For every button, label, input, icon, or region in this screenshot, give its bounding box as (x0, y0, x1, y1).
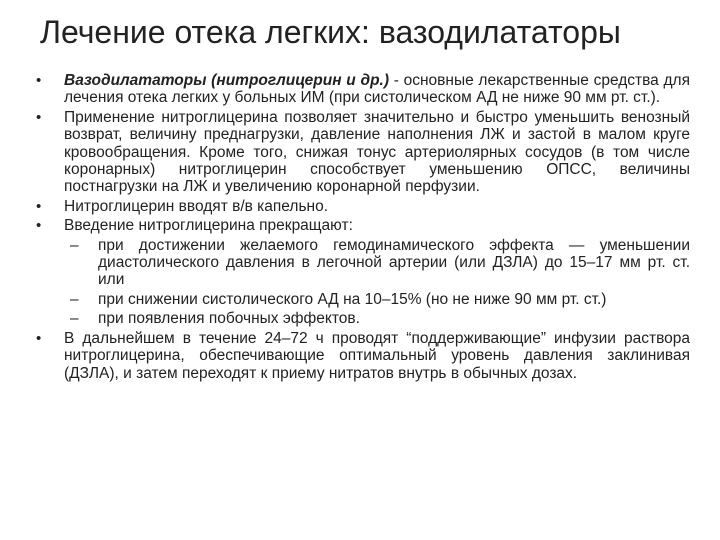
sub-item-text: при появления побочных эффектов. (98, 310, 360, 328)
emphasized-text: Вазодилататоры (нитроглицерин и др.) (64, 72, 390, 89)
sub-list-item (30, 237, 690, 289)
list-item (30, 72, 690, 107)
dash-icon: – (70, 236, 79, 254)
item-text: Введение нитроглицерина прекращают: (64, 217, 353, 235)
bullet-list (30, 72, 690, 384)
dash-icon: – (70, 290, 79, 308)
sub-item-text: при достижении желаемого гемодинамического эффекта — уменьшении диастолического давления в легочной артерии (или ДЗЛА) до 15–17 мм рт. ст. или (98, 236, 690, 289)
list-item (30, 330, 690, 382)
bullet-icon: • (36, 329, 42, 347)
bullet-icon: • (36, 217, 42, 235)
sub-list-item (30, 291, 690, 308)
slide-title: Лечение отека легких: вазодилататоры (40, 14, 621, 50)
item-text: - основные лекарственные средства для лечения отека легких у больных ИМ (при систолическом АД не ниже 90 мм рт. ст.). (64, 72, 690, 107)
item-text: В дальнейшем в течение 24–72 ч проводят “поддерживающие” инфузии раствора нитроглицерина, обеспечивающие оптимальный уровень давления заклинивая (ДЗЛА), и затем переходят к приему нитратов внутрь в обычных дозах. (64, 329, 690, 382)
sub-item-text: при снижении систолического АД на 10–15% (но не ниже 90 мм рт. ст.) (98, 290, 607, 308)
item-text: Применение нитроглицерина позволяет значительно и быстро уменьшить венозный возврат, величину преднагрузки, давление наполнения ЛЖ и застой в малом круге кровообращения. Кроме того, снижая тонус артериолярных сосудов (в том числе коронарных) нитроглицерин способствует уменьшению ОПСС, величины постнагрузки на ЛЖ и увеличению коронарной перфузии. (64, 108, 690, 196)
list-item (30, 109, 690, 196)
list-item (30, 217, 690, 234)
bullet-icon: • (36, 108, 42, 126)
item-text: Нитроглицерин вводят в/в капельно. (64, 197, 329, 215)
bullet-icon: • (36, 72, 42, 89)
sub-list-item (30, 310, 690, 327)
bullet-icon: • (36, 197, 42, 215)
list-item (30, 198, 690, 215)
dash-icon: – (70, 310, 79, 328)
